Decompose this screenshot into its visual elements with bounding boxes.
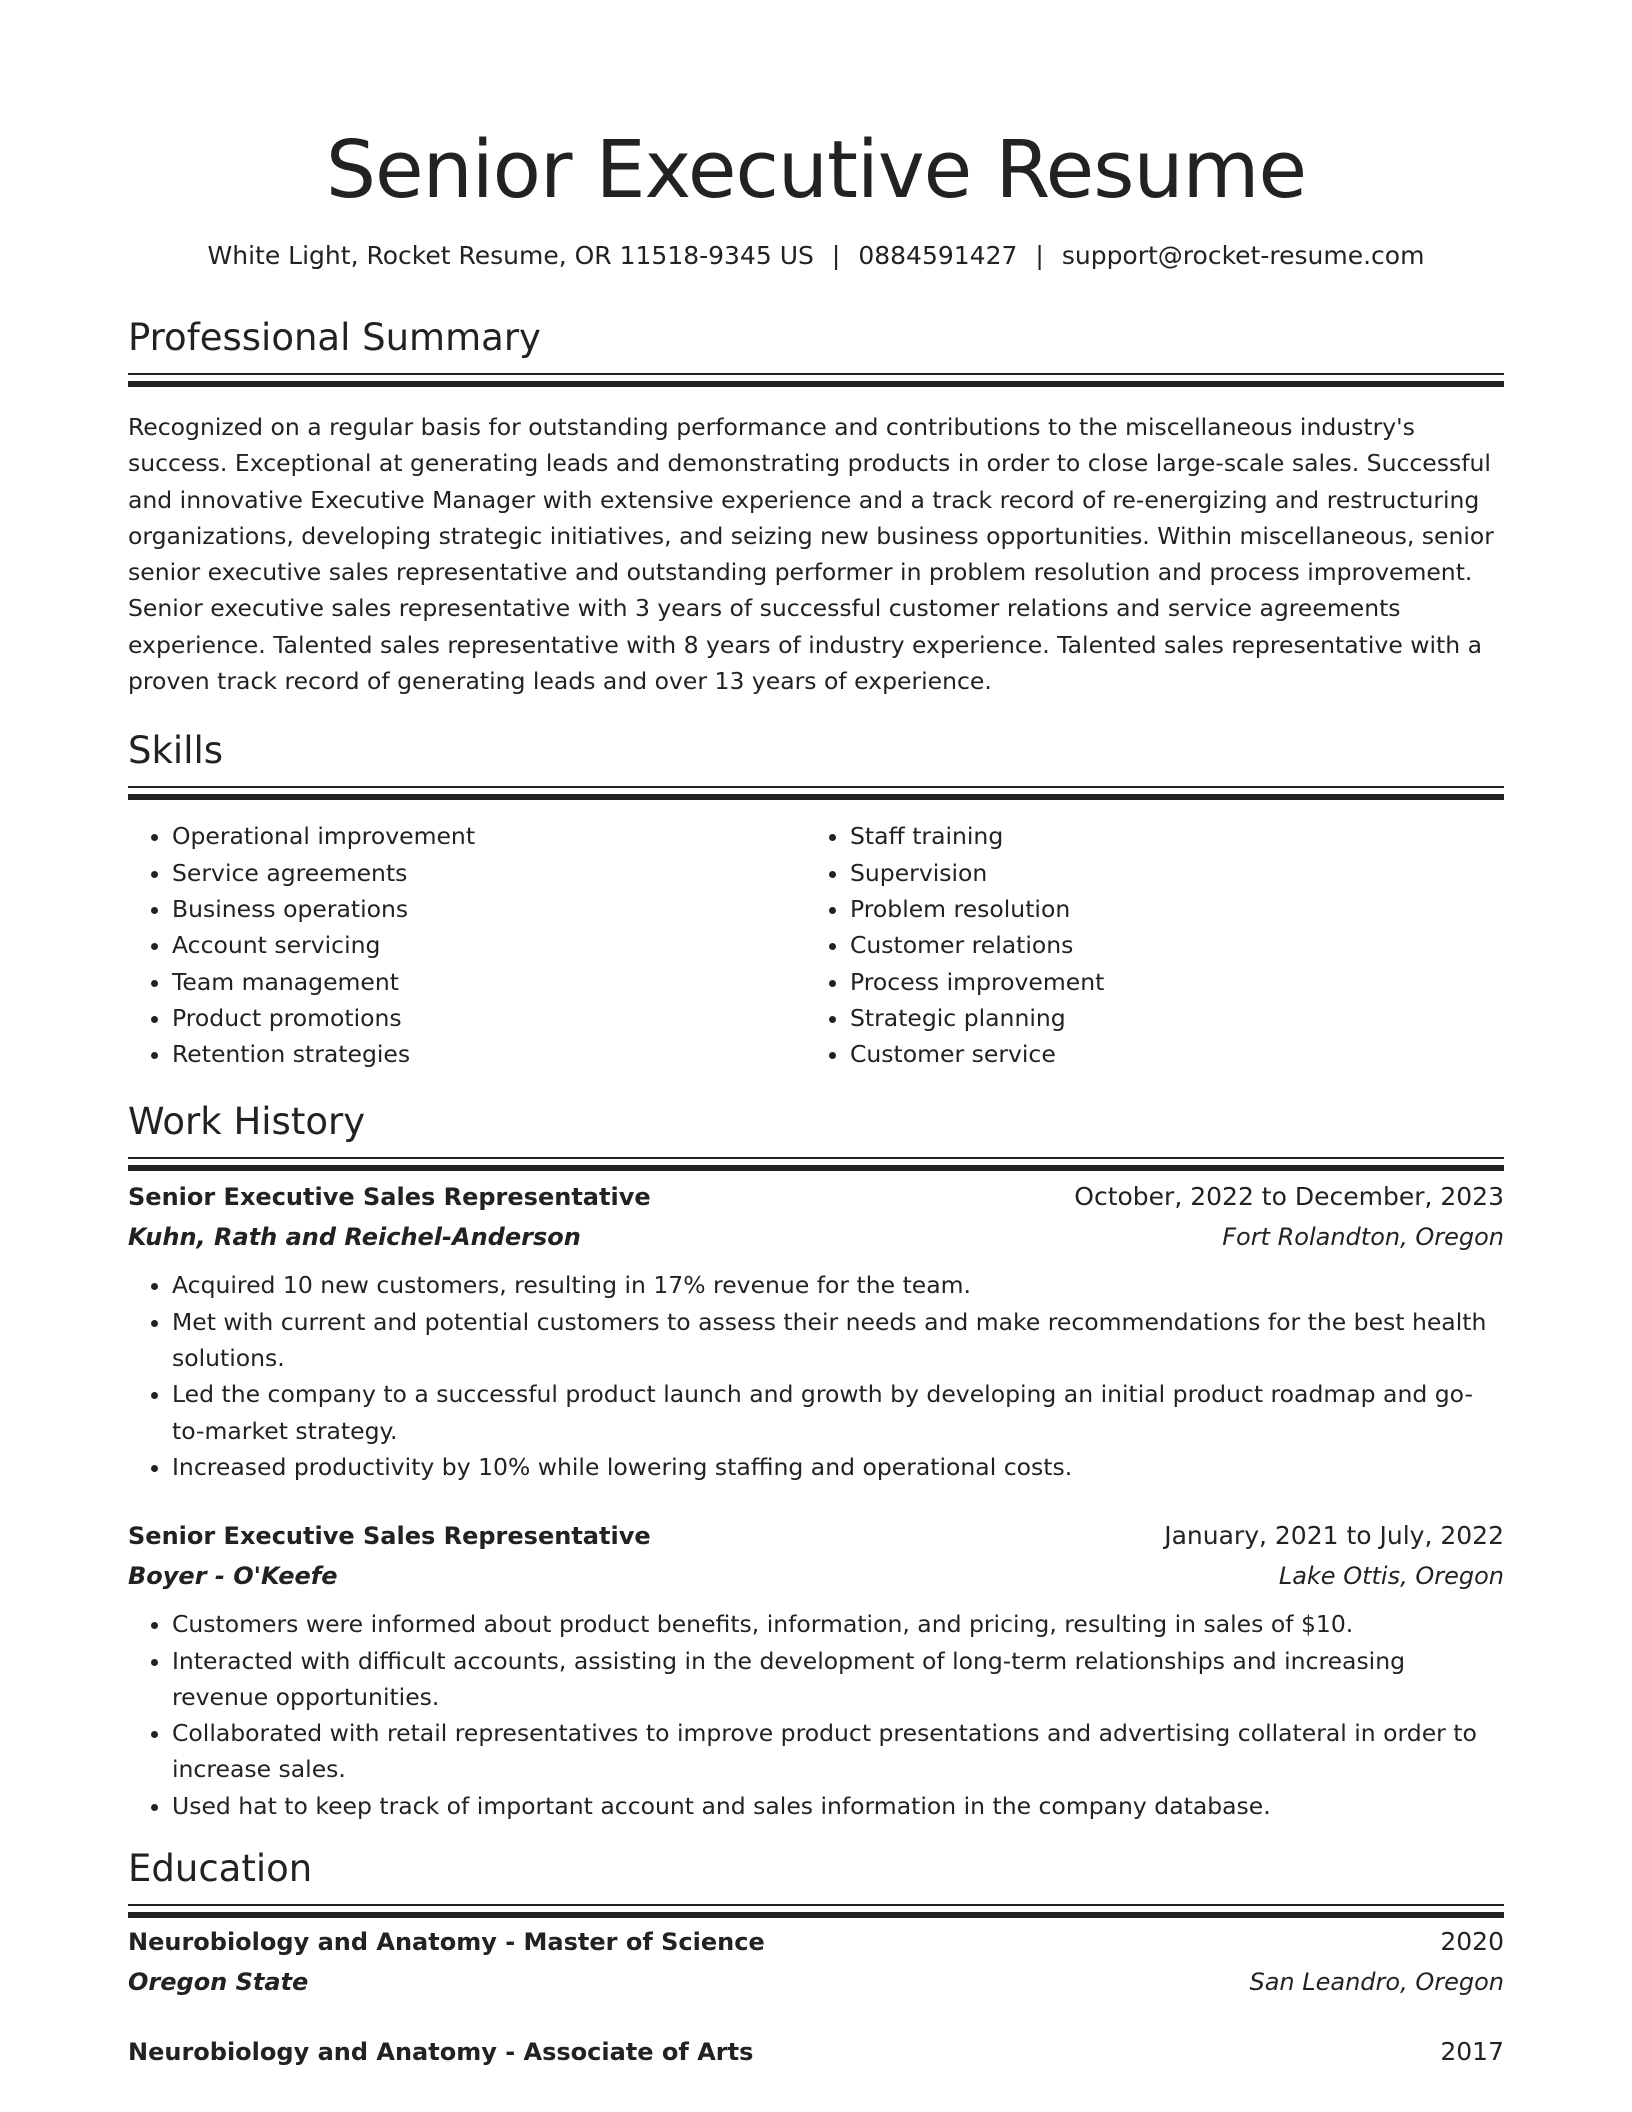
job-bullet: • Increased productivity by 10% while lowering staffing and operational costs.	[172, 1449, 1504, 1485]
summary-text: Recognized on a regular basis for outstanding performance and contributions to the miscellaneous industry's success. Exceptional at generating leads and demonstrating products in order to close large-scale sales. Successful and innovative Executive Manager with extensive experience and a track record of re-energizing and restructuring organizations, developing strategic initiatives, and seizing new business opportunities. Within miscellaneous, senior senior executive sales representative and outstanding performer in problem resolution and process improvement. Senior executive sales representative with 3 years of successful customer relations and service agreements experience. Talented sales representative with 8 years of industry experience. Talented sales representative with a proven track record of generating leads and over 13 years of experience.	[128, 413, 1494, 696]
skill-item: • Business operations	[172, 891, 806, 927]
contact-separator: |	[831, 241, 841, 270]
section-divider	[128, 1904, 1504, 1906]
job-title: Senior Executive Sales Representative	[128, 1183, 651, 1212]
section-title-skills: Skills	[128, 729, 224, 773]
education-degree: Neurobiology and Anatomy - Master of Science	[128, 1928, 765, 1957]
contact-line	[128, 240, 1504, 272]
skill-item: • Account servicing	[172, 927, 806, 963]
job-bullets	[128, 1267, 1504, 1485]
job-company: Kuhn, Rath and Reichel-Anderson	[128, 1223, 581, 1252]
education-entry	[128, 2032, 1504, 2072]
skill-item: • Process improvement	[850, 964, 1484, 1000]
education-location: San Leandro, Oregon	[1249, 1968, 1504, 1997]
section-title-summary: Professional Summary	[128, 316, 541, 359]
section-divider	[128, 1157, 1504, 1159]
skill-item: • Customer relations	[850, 927, 1484, 963]
job-location: Fort Rolandton, Oregon	[1222, 1223, 1504, 1252]
resume-title: Senior Executive Resume	[325, 124, 1307, 216]
job-bullet: • Used hat to keep track of important account and sales information in the company database.	[172, 1788, 1504, 1824]
job-entry	[128, 1516, 1504, 1824]
section-divider	[128, 786, 1504, 788]
job-entry	[128, 1177, 1504, 1485]
skill-item: • Retention strategies	[172, 1036, 806, 1072]
job-bullet: • Customers were informed about product benefits, information, and pricing, resulting in sales of $10.	[172, 1606, 1504, 1642]
resume-page	[128, 0, 1504, 2072]
skill-item: • Service agreements	[172, 855, 806, 891]
skills-list-left	[128, 818, 806, 1072]
job-bullet: • Interacted with difficult accounts, assisting in the development of long-term relationships and increasing revenue opportunities.	[172, 1643, 1504, 1716]
job-subheader	[128, 1556, 1504, 1596]
education-subheader	[128, 1962, 1504, 2002]
job-dates: October, 2022 to December, 2023	[1074, 1182, 1504, 1212]
education-year: 2017	[1440, 2037, 1504, 2067]
job-bullet: • Collaborated with retail representatives to improve product presentations and advertising collateral in order to increase sales.	[172, 1715, 1504, 1788]
job-title: Senior Executive Sales Representative	[128, 1522, 651, 1551]
summary-section	[128, 315, 1504, 699]
contact-phone: 0884591427	[858, 241, 1018, 270]
skills-list-right	[806, 818, 1484, 1072]
skills-columns	[128, 818, 1504, 1072]
contact-separator: |	[1035, 241, 1044, 270]
job-location: Lake Ottis, Oregon	[1278, 1562, 1504, 1591]
skill-item: • Staff training	[850, 818, 1484, 854]
contact-email[interactable]: support@rocket-resume.com	[1061, 241, 1425, 270]
skill-item: • Customer service	[850, 1036, 1484, 1072]
job-bullets	[128, 1606, 1504, 1824]
job-bullet: • Met with current and potential customers to assess their needs and make recommendations for the best health solutions.	[172, 1304, 1504, 1377]
job-header	[128, 1177, 1504, 1217]
education-section	[128, 1846, 1504, 2072]
work-section	[128, 1099, 1504, 1824]
skill-item: • Operational improvement	[172, 818, 806, 854]
skill-item: • Problem resolution	[850, 891, 1484, 927]
section-divider	[128, 373, 1504, 375]
job-dates: January, 2021 to July, 2022	[1164, 1521, 1504, 1551]
skill-item: • Supervision	[850, 855, 1484, 891]
education-year: 2020	[1440, 1927, 1504, 1957]
education-school: Oregon State	[128, 1968, 309, 1997]
section-title-work: Work History	[128, 1100, 366, 1144]
education-entry	[128, 1922, 1504, 2002]
job-bullet: • Acquired 10 new customers, resulting in 17% revenue for the team.	[172, 1267, 1504, 1303]
skill-item: • Strategic planning	[850, 1000, 1484, 1036]
job-bullet: • Led the company to a successful product launch and growth by developing an initial product roadmap and go-to-market strategy.	[172, 1376, 1504, 1449]
education-header	[128, 1922, 1504, 1962]
job-subheader	[128, 1217, 1504, 1257]
skill-item: • Product promotions	[172, 1000, 806, 1036]
skills-section	[128, 728, 1504, 1072]
section-title-education: Education	[128, 1847, 313, 1891]
education-degree: Neurobiology and Anatomy - Associate of Arts	[128, 2038, 754, 2067]
skill-item: • Team management	[172, 964, 806, 1000]
job-header	[128, 1516, 1504, 1556]
job-company: Boyer - O'Keefe	[128, 1562, 338, 1591]
contact-address: White Light, Rocket Resume, OR 11518-9345 US	[207, 241, 814, 270]
education-header	[128, 2032, 1504, 2072]
